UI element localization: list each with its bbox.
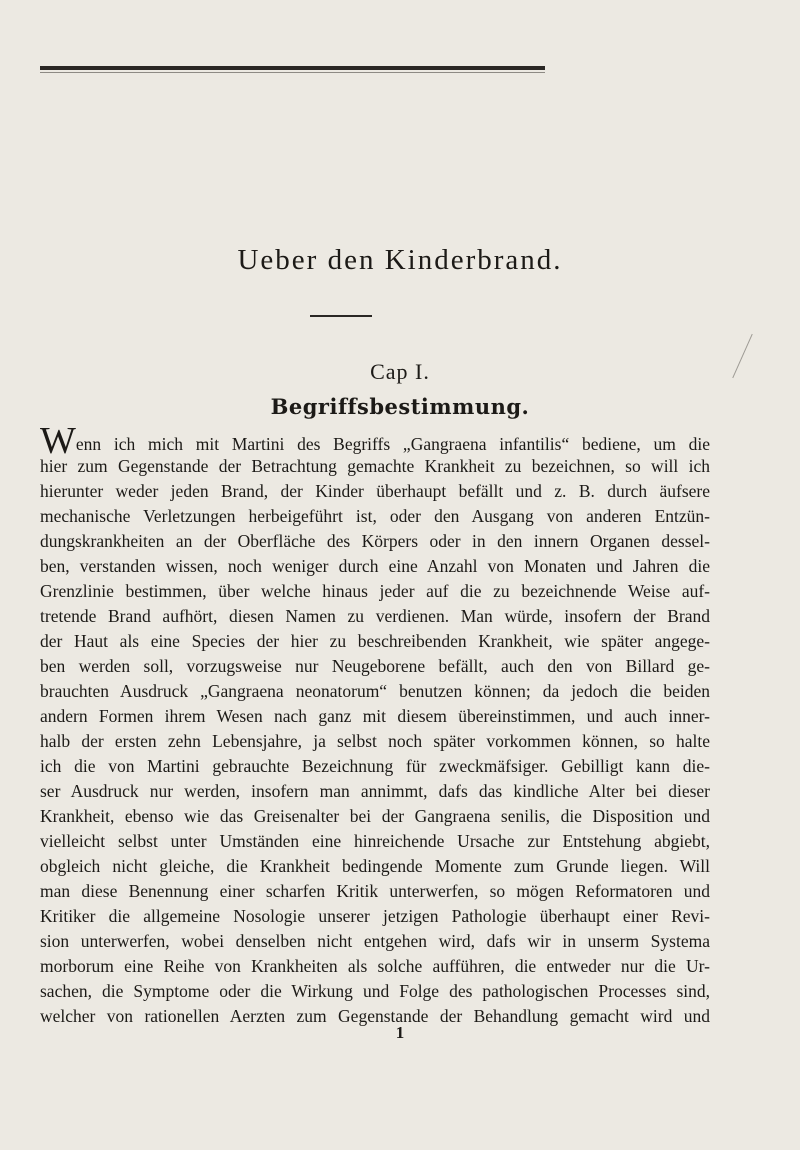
top-border-rule [40,66,545,70]
text-line [40,420,710,462]
text-line: ser Ausdruck nur werden, insofern man annimmt, dafs das kindliche Alter bei dieser [40,781,710,801]
text-line: man diese Benennung einer scharfen Kritik unterwerfen, so mögen Reformatoren und [40,881,710,901]
text-line: Kritiker die allgemeine Nosologie unserer jetzigen Pathologie überhaupt einer Revi- [40,906,710,926]
text-line: ben werden soll, vorzugsweise nur Neugeborene befällt, auch den von Billard ge- [40,656,710,676]
text-line: Krankheit, ebenso wie das Greisenalter bei der Gangraena senilis, die Disposition und [40,806,710,826]
section-heading: Begriffsbestimmung. [270,394,530,419]
text-line: dungskrankheiten an der Oberfläche des Körpers oder in den innern Organen dessel- [40,531,710,551]
text-line: vielleicht selbst unter Umständen eine hinreichende Ursache zur Entstehung abgiebt, [40,831,710,851]
text-line: sachen, die Symptome oder die Wirkung und Folge des pathologischen Processes sind, [40,981,710,1001]
text-line: obgleich nicht gleiche, die Krankheit bedingende Momente zum Grunde liegen. Will [40,856,710,876]
text-line: morborum eine Reihe von Krankheiten als solche aufführen, die entweder nur die Ur- [40,956,710,976]
text-line: andern Formen ihrem Wesen nach ganz mit diesem übereinstimmen, und auch inner- [40,706,710,726]
text-line: mechanische Verletzungen herbeigeführt ist, oder den Ausgang von anderen Entzün- [40,506,710,526]
text-line: brauchten Ausdruck „Gangraena neonatorum“ benutzen können; da jedoch die beiden [40,681,710,701]
text-line: der Haut als eine Species der hier zu beschreibenden Krankheit, wie später angege- [40,631,710,651]
text-line: sion unterwerfen, wobei denselben nicht entgehen wird, dafs wir in unserm Systema [40,931,710,951]
text-line: welcher von rationellen Aerzten zum Gegenstande der Behandlung gemacht wird und [40,1006,710,1026]
text-line: ich die von Martini gebrauchte Bezeichnung für zweckmäfsiger. Gebilligt kann die- [40,756,710,776]
text-line: hierunter weder jeden Brand, der Kinder überhaupt befällt und z. B. durch äufsere [40,481,710,501]
drop-initial: W [40,420,76,462]
page-number: 1 [395,1023,405,1042]
body-paragraph [40,420,710,1029]
text-line-content: enn ich mich mit Martini des Begriffs „Gangraena infantilis“ bediene, um die [75,434,710,454]
page-title: Ueber den Kinderbrand. [237,244,563,276]
top-border-rule-thin [40,72,545,73]
chapter-heading: Cap I. [370,359,430,384]
text-line: halb der ersten zehn Lebensjahre, ja selbst noch später vorkommen können, so halte [40,731,710,751]
text-line: Grenzlinie bestimmen, über welche hinaus jeder auf die zu bezeichnende Weise auf- [40,581,710,601]
text-line: tretende Brand aufhört, diesen Namen zu verdienen. Man würde, insofern der Brand [40,606,710,626]
text-line: ben, verstanden wissen, noch weniger durch eine Anzahl von Monaten und Jahren die [40,556,710,576]
title-divider [310,315,372,317]
text-line: hier zum Gegenstande der Betrachtung gemachte Krankheit zu bezeichnen, so will ich [40,456,710,476]
